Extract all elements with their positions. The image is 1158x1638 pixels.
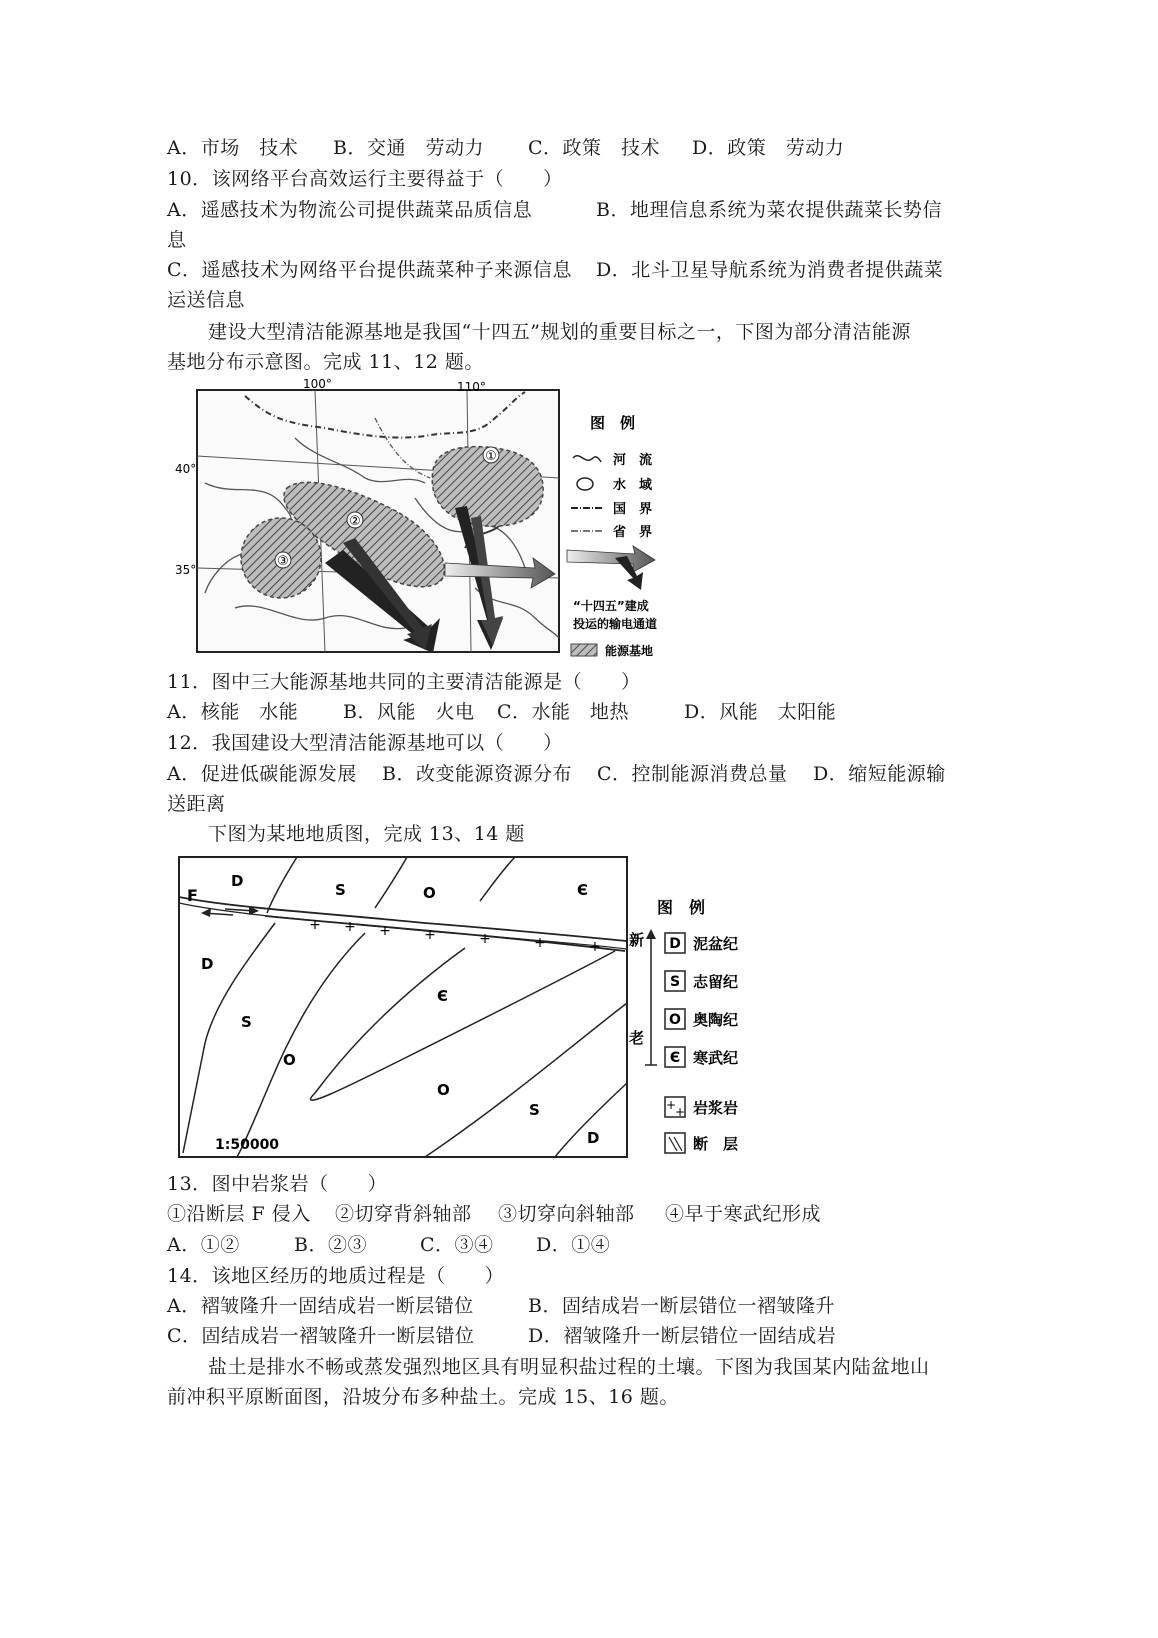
intro-15-line1: 盐土是排水不畅或蒸发强烈地区具有明显积盐过程的土壤。下图为我国某内陆盆地山: [208, 1356, 930, 1378]
q13-option-d: D．①④: [536, 1234, 611, 1256]
q12-option-d-wrap: 送距离: [167, 793, 226, 815]
map1-legend-title: 图 例: [590, 414, 636, 432]
legend-e-symbol: Є: [669, 1050, 681, 1066]
stratum-label: D: [587, 1129, 600, 1147]
q11-option-c: C．水能 地热: [497, 701, 630, 723]
q13-item-2: ②切穿背斜轴部: [335, 1203, 472, 1225]
intro-13: 下图为某地地质图，完成 13、14 题: [208, 823, 525, 845]
q10-option-c: C．遥感技术为网络平台提供蔬菜种子来源信息: [167, 259, 573, 281]
svg-text:+: +: [589, 939, 601, 955]
legend-border: 国 界: [613, 502, 653, 517]
lon-100-label: 100°: [303, 378, 332, 391]
q9-option-d: D．政策 劳动力: [692, 137, 845, 159]
q13-option-a: A．①②: [167, 1234, 240, 1256]
svg-text:+: +: [534, 935, 546, 951]
legend-river: 河 流: [613, 453, 653, 468]
legend-s-symbol: S: [669, 974, 681, 990]
legend-base: 能源基地: [605, 644, 654, 658]
q14-option-c: C．固结成岩一褶皱隆升一断层错位: [167, 1325, 475, 1347]
svg-text:+: +: [674, 1105, 686, 1119]
svg-text:+: +: [424, 927, 436, 943]
q12-option-b: B．改变能源资源分布: [382, 763, 572, 785]
q10-option-b-wrap: 息: [167, 229, 187, 251]
intro-15-line2: 前冲积平原断面图，沿坡分布多种盐土。完成 15、16 题。: [167, 1386, 679, 1408]
intro-11-line1: 建设大型清洁能源基地是我国“十四五”规划的重要目标之一，下图为部分清洁能源: [208, 321, 911, 343]
base-label-1: ①: [485, 449, 497, 464]
q14-option-b: B．固结成岩一断层错位一褶皱隆升: [528, 1295, 835, 1317]
q12-option-a: A．促进低碳能源发展: [167, 763, 357, 785]
svg-text:+: +: [479, 931, 491, 947]
stratum-label: S: [335, 881, 346, 899]
scale-label: 1:50000: [215, 1137, 280, 1153]
lat-40-label: 40°: [175, 462, 197, 476]
q9-option-a: A．市场 技术: [167, 137, 299, 159]
stratum-label: S: [529, 1101, 540, 1119]
legend-o-symbol: O: [669, 1012, 681, 1028]
energy-base-map: [175, 378, 675, 663]
q11-option-a: A．核能 水能: [167, 701, 299, 723]
geologic-map: [175, 853, 755, 1165]
base-label-3: ③: [277, 554, 289, 569]
q11-option-b: B．风能 火电: [343, 701, 475, 723]
svg-text:+: +: [665, 1098, 677, 1112]
legend-water: 水 域: [613, 478, 653, 493]
stratum-label: Є: [577, 881, 589, 899]
fault-label: F: [187, 886, 198, 905]
q13-option-c: C．③④: [420, 1234, 494, 1256]
map2-legend-title: 图 例: [657, 898, 706, 917]
stratum-label: O: [283, 1051, 296, 1069]
legend-channel-line2: 投运的输电通道: [573, 617, 658, 631]
svg-text:+: +: [309, 917, 321, 933]
q12-option-d: D．缩短能源输: [813, 763, 946, 785]
legend-cambrian: 寒武纪: [693, 1049, 739, 1067]
q11-option-d: D．风能 太阳能: [684, 701, 837, 723]
q10-option-d-wrap: 运送信息: [167, 289, 246, 311]
legend-d-symbol: D: [669, 936, 681, 952]
lat-35-label: 35°: [175, 563, 197, 577]
stratum-label: O: [437, 1081, 450, 1099]
q13-item-1: ①沿断层 F 侵入: [167, 1203, 311, 1225]
q13-stem: 13．图中岩浆岩（ ）: [167, 1173, 388, 1195]
stratum-label: Є: [437, 987, 449, 1005]
q10-option-b: B．地理信息系统为菜农提供蔬菜长势信: [596, 199, 942, 221]
legend-old: 老: [629, 1029, 645, 1047]
q12-stem: 12．我国建设大型清洁能源基地可以（ ）: [167, 732, 563, 754]
lon-110-label: 110°: [457, 380, 486, 394]
legend-new: 新: [629, 931, 645, 949]
legend-province: 省 界: [613, 525, 653, 540]
legend-channel-line1: “十四五”建成: [573, 599, 649, 613]
svg-text:+: +: [344, 919, 356, 935]
legend-silurian: 志留纪: [693, 973, 739, 991]
q14-option-d: D．褶皱隆升一断层错位一固结成岩: [528, 1325, 837, 1347]
svg-text:+: +: [379, 923, 391, 939]
q10-option-d: D．北斗卫星导航系统为消费者提供蔬菜: [596, 259, 944, 281]
q9-option-c: C．政策 技术: [528, 137, 661, 159]
stratum-label: D: [231, 872, 244, 890]
q13-option-b: B．②③: [294, 1234, 367, 1256]
q10-stem: 10．该网络平台高效运行主要得益于（ ）: [167, 168, 563, 190]
q12-option-c: C．控制能源消费总量: [597, 763, 788, 785]
q10-option-a: A．遥感技术为物流公司提供蔬菜品质信息: [167, 199, 533, 221]
q13-item-4: ④早于寒武纪形成: [665, 1203, 822, 1225]
legend-devonian: 泥盆纪: [693, 935, 739, 953]
stratum-label: S: [241, 1013, 252, 1031]
stratum-label: O: [423, 884, 436, 902]
q14-option-a: A．褶皱隆升一固结成岩一断层错位: [167, 1295, 474, 1317]
q13-item-3: ③切穿向斜轴部: [498, 1203, 635, 1225]
q9-option-b: B．交通 劳动力: [333, 137, 484, 159]
q11-stem: 11．图中三大能源基地共同的主要清洁能源是（ ）: [167, 671, 641, 693]
legend-ordovician: 奥陶纪: [693, 1011, 739, 1029]
legend-magma: 岩浆岩: [693, 1099, 739, 1117]
legend-fault: 断 层: [693, 1135, 739, 1153]
stratum-label: D: [201, 955, 214, 973]
base-label-2: ②: [349, 514, 361, 529]
q14-stem: 14．该地区经历的地质过程是（ ）: [167, 1265, 505, 1287]
intro-11-line2: 基地分布示意图。完成 11、12 题。: [167, 351, 484, 373]
